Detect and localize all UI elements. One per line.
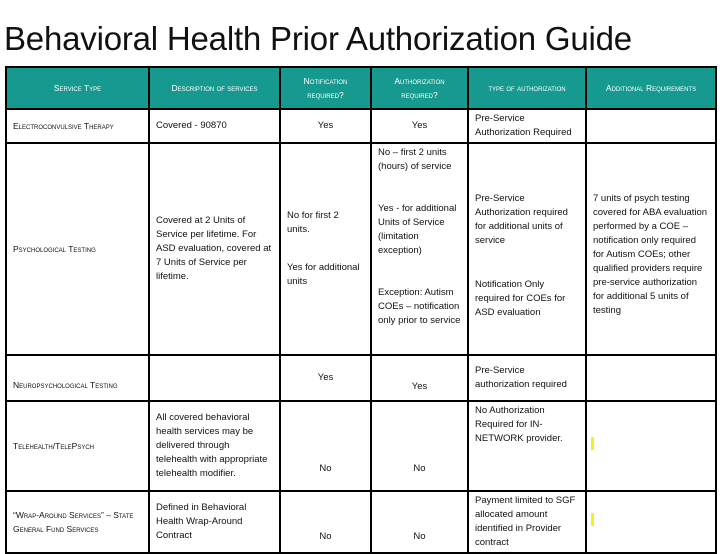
- header-row: [6, 67, 716, 109]
- service-type: “Wrap-Around Services” – State General Fund Services: [6, 491, 149, 553]
- notification: No: [280, 401, 371, 491]
- header-auth-type: type of authorization: [468, 67, 586, 109]
- highlight-mark: [591, 513, 594, 526]
- highlight-mark: [591, 437, 594, 450]
- additional: [586, 109, 716, 143]
- auth-type: Payment limited to SGF allocated amount identified in Provider contract: [468, 491, 586, 553]
- additional: [586, 491, 716, 553]
- notification: Yes: [280, 109, 371, 143]
- table-row: [6, 143, 716, 355]
- additional: [586, 355, 716, 401]
- authorization: Yes: [371, 109, 468, 143]
- auth-type: Pre-Service Authorization Required: [468, 109, 586, 143]
- description: All covered behavioral health services may be delivered through telehealth with appropriate telehealth modifier.: [149, 401, 280, 491]
- authorization: No: [371, 491, 468, 553]
- notification: No: [280, 491, 371, 553]
- service-type: Telehealth/TelePsych: [6, 401, 149, 491]
- description: Defined in Behavioral Health Wrap-Around Contract: [149, 491, 280, 553]
- authorization-exception: Exception: Autism COEs – notification only prior to service: [378, 287, 461, 326]
- authorization-additional: Yes - for additional Units of Service (limitation exception): [378, 203, 457, 256]
- table-row: [6, 401, 716, 491]
- notification: [280, 143, 371, 355]
- description: Covered at 2 Units of Service per lifetime. For ASD evaluation, covered at 7 Units of Service per lifetime.: [149, 143, 280, 355]
- prior-authorization-table: [5, 66, 717, 554]
- service-type: Psychological Testing: [6, 143, 149, 355]
- auth-type: No Authorization Required for IN-NETWORK provider.: [468, 401, 586, 491]
- authorization-first: No – first 2 units (hours) of service: [378, 147, 452, 172]
- service-type: Neuropsychological Testing: [6, 355, 149, 401]
- description: [149, 355, 280, 401]
- table-row: [6, 491, 716, 553]
- auth-type: Pre-Service authorization required: [468, 355, 586, 401]
- table-row: [6, 109, 716, 143]
- header-notification: Notification required?: [280, 67, 371, 109]
- notification-additional: Yes for additional units: [287, 262, 360, 287]
- auth-type-additional: Pre-Service Authorization required for additional units of service: [475, 193, 568, 246]
- notification-first: No for first 2 units.: [287, 210, 339, 235]
- table-row: [6, 355, 716, 401]
- page-title: Behavioral Health Prior Authorization Guide: [4, 20, 632, 57]
- additional: [586, 401, 716, 491]
- service-type: Electroconvulsive Therapy: [6, 109, 149, 143]
- authorization: No: [371, 401, 468, 491]
- auth-type-coe: Notification Only required for COEs for ASD evaluation: [475, 279, 566, 318]
- authorization: [371, 143, 468, 355]
- additional: 7 units of psych testing covered for ABA evaluation performed by a COE – notification only required for Autism COEs; other qualified providers require pre-service authorization for additional 5 units of testing: [586, 143, 716, 355]
- header-description: Description of services: [149, 67, 280, 109]
- description: Covered - 90870: [149, 109, 280, 143]
- header-additional: Additional Requirements: [586, 67, 716, 109]
- authorization: Yes: [371, 355, 468, 401]
- auth-type: [468, 143, 586, 355]
- header-authorization: Authorization required?: [371, 67, 468, 109]
- notification: Yes: [280, 355, 371, 401]
- header-service-type: Service Type: [6, 67, 149, 109]
